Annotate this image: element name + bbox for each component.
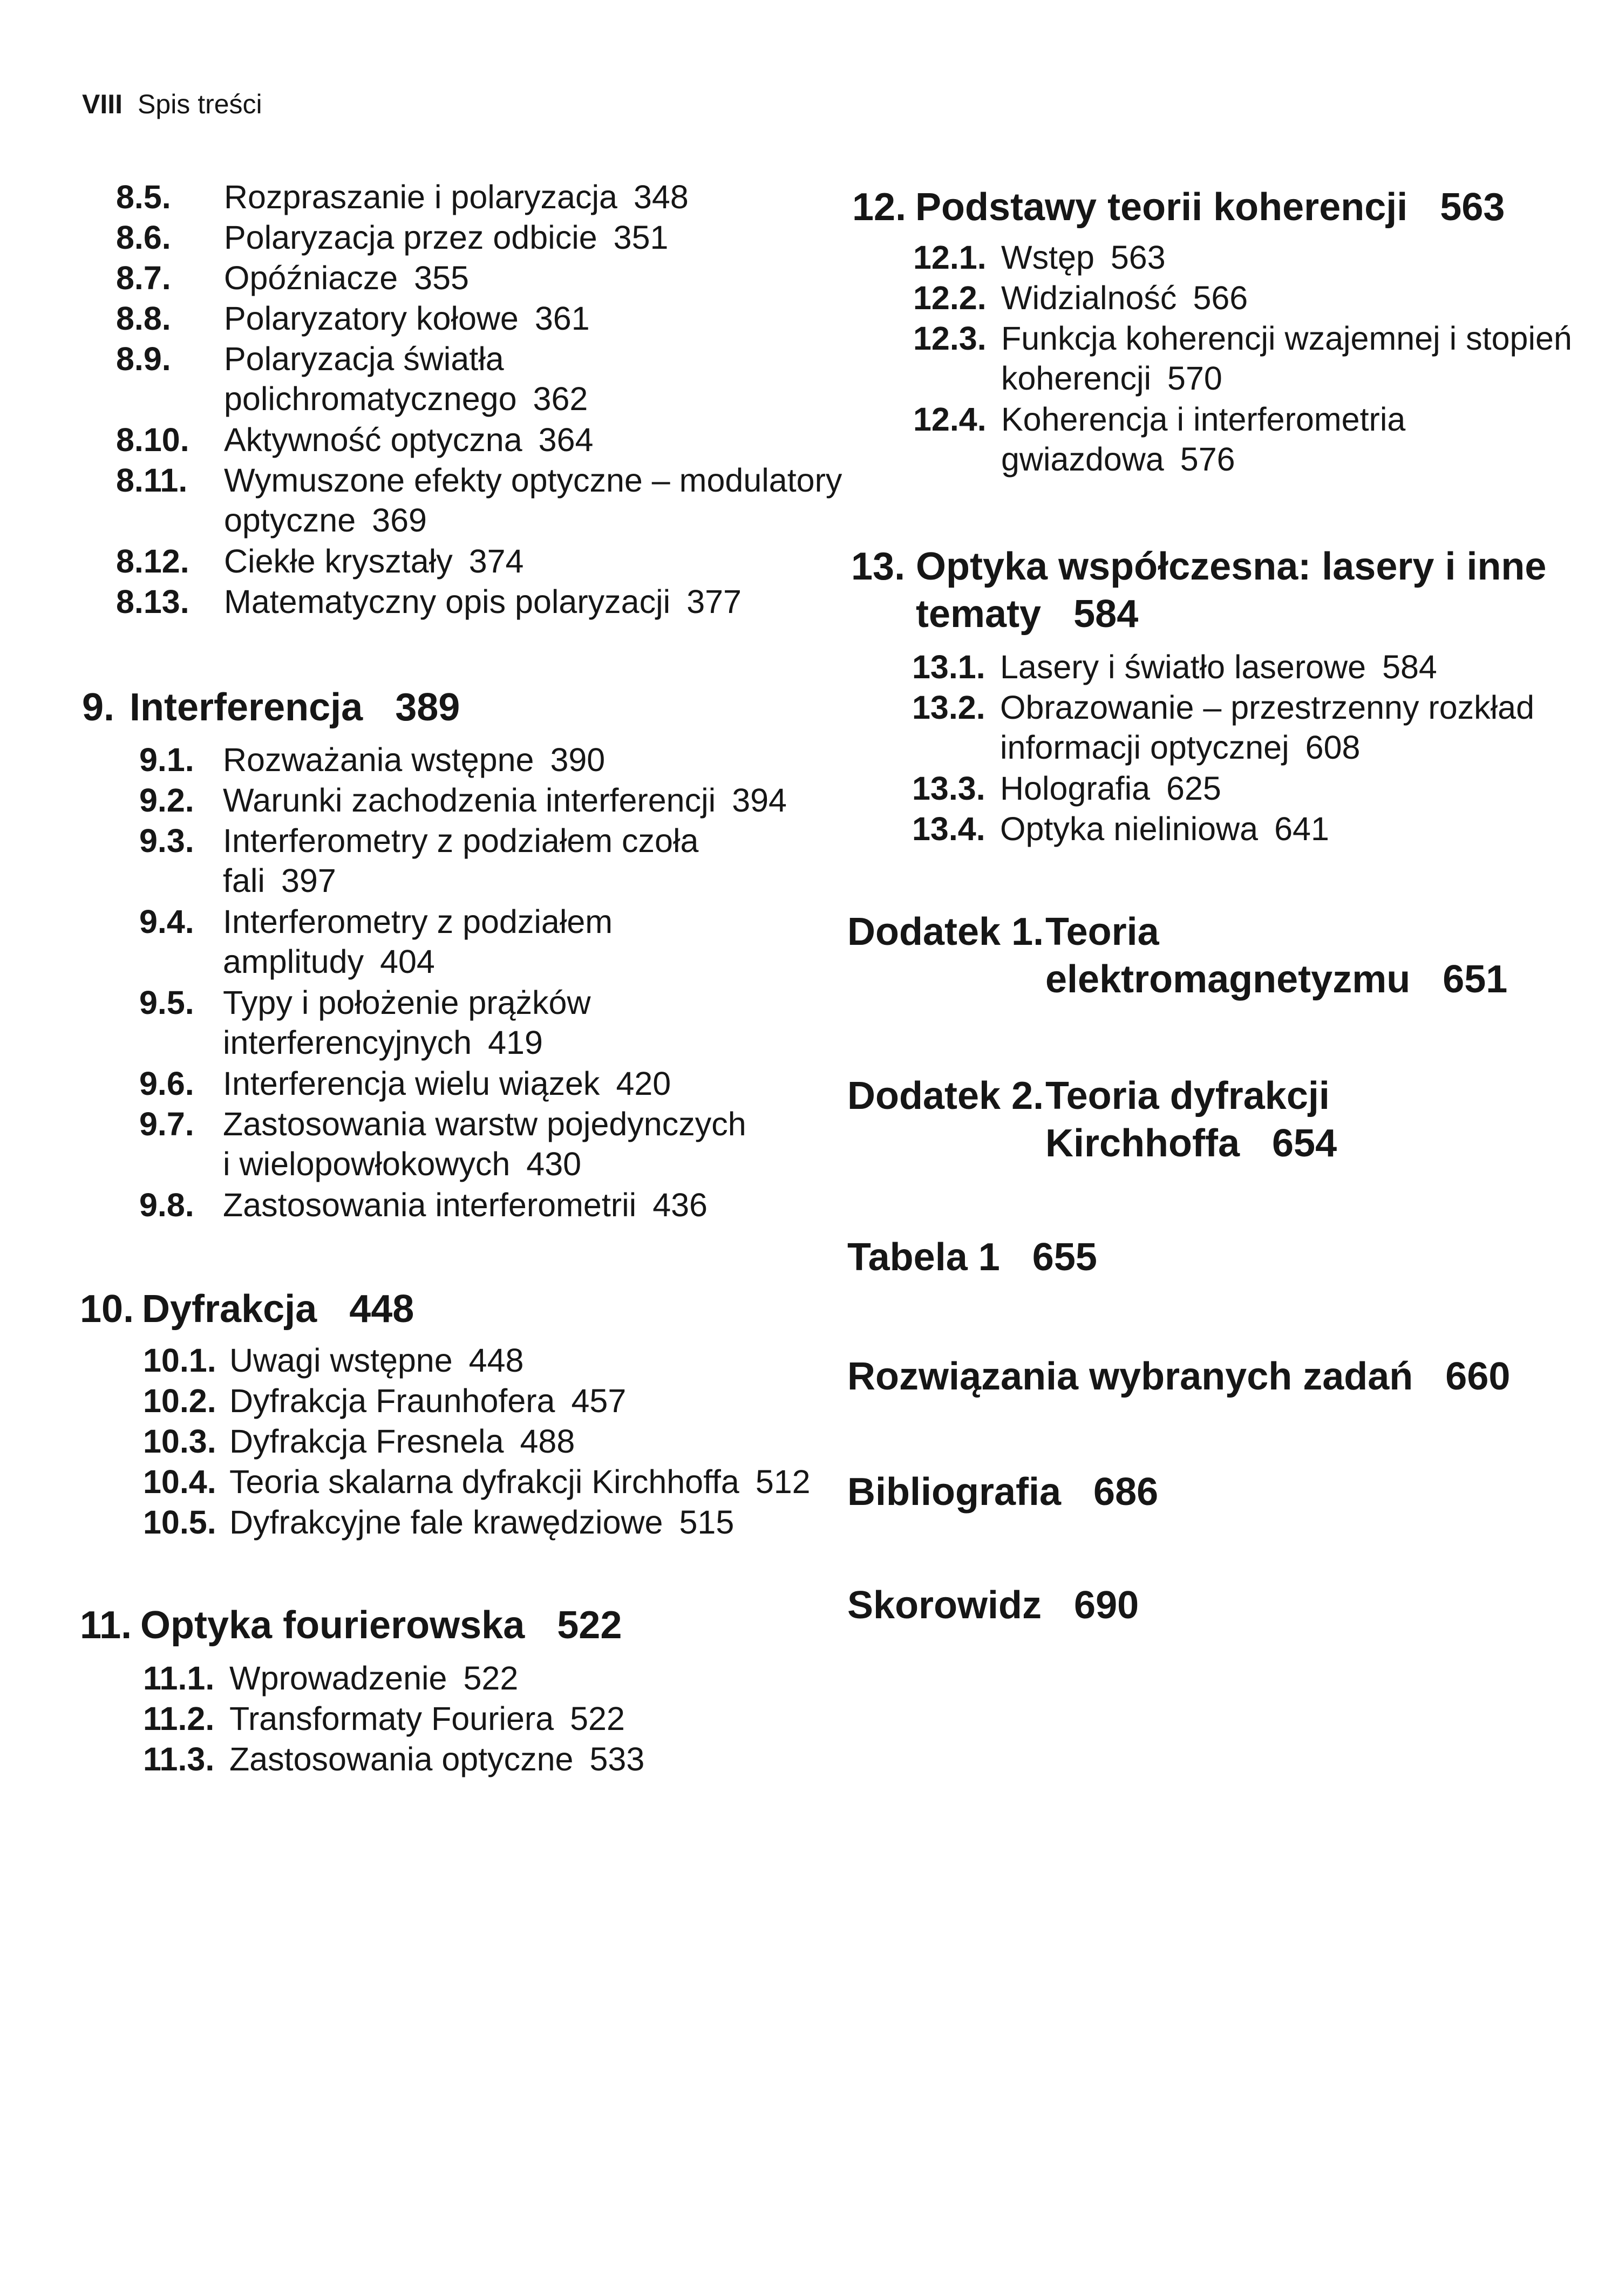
back-matter-title: Skorowidz xyxy=(847,1584,1042,1627)
section-number: 11.1. xyxy=(143,1660,215,1697)
page-number: 641 xyxy=(1274,810,1329,847)
section-number: 8.8. xyxy=(116,300,171,337)
page-number: 533 xyxy=(589,1741,645,1777)
page-number: 448 xyxy=(468,1342,524,1379)
section-number: 8.6. xyxy=(116,219,171,256)
section-title: Warunki zachodzenia interferencji xyxy=(223,782,716,819)
page-number: 584 xyxy=(1382,649,1437,685)
section-title: Wprowadzenie xyxy=(229,1660,447,1697)
page-number: 389 xyxy=(395,686,460,729)
section-title-cont: gwiazdowa xyxy=(1001,441,1164,478)
page-number: 361 xyxy=(534,300,590,337)
chapter-title: Podstawy teorii koherencji xyxy=(915,186,1408,229)
section-title: Obrazowanie – przestrzenny rozkład xyxy=(1000,689,1535,726)
running-header xyxy=(82,88,262,120)
page-number: 430 xyxy=(526,1146,582,1182)
page-number: 522 xyxy=(557,1604,622,1647)
section-number: 9.8. xyxy=(139,1187,194,1223)
section-number: 13.1. xyxy=(912,649,985,685)
section-title: Dyfrakcja Fresnela xyxy=(229,1423,504,1460)
page-number: 625 xyxy=(1166,770,1221,807)
page-number: 655 xyxy=(1032,1236,1097,1279)
section-title: Widzialność xyxy=(1001,280,1177,316)
page-number: 404 xyxy=(380,943,435,980)
section-title: Koherencja i interferometria xyxy=(1001,401,1406,438)
section-number: 12.2. xyxy=(913,280,987,316)
section-number: 10.3. xyxy=(143,1423,216,1460)
section-title: Teoria skalarna dyfrakcji Kirchhoffa xyxy=(229,1463,739,1500)
section-number: 11.3. xyxy=(143,1741,215,1777)
section-number: 10.5. xyxy=(143,1504,216,1541)
page-number: 369 xyxy=(372,502,427,539)
page-number: 488 xyxy=(520,1423,575,1460)
section-title: Uwagi wstępne xyxy=(229,1342,453,1379)
section-number: 12.4. xyxy=(913,401,987,438)
section-title: Typy i położenie prążków xyxy=(223,984,591,1021)
section-title: Wstęp xyxy=(1001,239,1094,276)
section-number: 9.3. xyxy=(139,822,194,859)
section-title: Lasery i światło laserowe xyxy=(1000,649,1366,685)
section-title-cont: interferencyjnych xyxy=(223,1024,472,1061)
section-title: Dyfrakcyjne fale krawędziowe xyxy=(229,1504,663,1541)
section-number: 10.2. xyxy=(143,1382,216,1419)
back-matter-title: Tabela 1 xyxy=(847,1236,1000,1279)
section-title-cont: informacji optycznej xyxy=(1000,729,1289,766)
page-number: 608 xyxy=(1305,729,1361,766)
page-folio: VIII xyxy=(82,89,123,119)
appendix-title: Teoria xyxy=(1045,910,1159,953)
running-title: Spis treści xyxy=(138,89,262,119)
section-title: Holografia xyxy=(1000,770,1151,807)
section-title: Wymuszone efekty optyczne – modulatory xyxy=(224,462,842,499)
section-title: Transformaty Fouriera xyxy=(229,1700,554,1737)
section-title: Polaryzacja światła xyxy=(224,340,504,377)
page-number: 457 xyxy=(571,1382,627,1419)
page-number: 563 xyxy=(1440,186,1505,229)
page-number: 419 xyxy=(488,1024,543,1061)
section-number: 8.11. xyxy=(116,462,188,499)
section-number: 10.4. xyxy=(143,1463,216,1500)
page-number: 654 xyxy=(1272,1122,1337,1165)
chapter-number: 10. xyxy=(80,1287,134,1331)
section-title: Optyka nieliniowa xyxy=(1000,810,1259,847)
page-number: 570 xyxy=(1167,360,1222,397)
page-number: 394 xyxy=(732,782,787,819)
section-number: 13.4. xyxy=(912,810,985,847)
section-title-cont: koherencji xyxy=(1001,360,1152,397)
page-number: 522 xyxy=(570,1700,625,1737)
section-title-cont: i wielopowłokowych xyxy=(223,1146,511,1182)
section-number: 9.5. xyxy=(139,984,194,1021)
section-number: 9.1. xyxy=(139,741,194,778)
page-number: 512 xyxy=(755,1463,811,1500)
section-number: 8.10. xyxy=(116,421,189,458)
section-number: 13.3. xyxy=(912,770,985,807)
section-number: 8.5. xyxy=(116,179,171,215)
page-number: 566 xyxy=(1193,280,1248,316)
section-title: Rozważania wstępne xyxy=(223,741,534,778)
section-title-cont: optyczne xyxy=(224,502,356,539)
section-title: Matematyczny opis polaryzacji xyxy=(224,583,671,620)
page-number: 690 xyxy=(1074,1584,1139,1627)
appendix-label: Dodatek 1. xyxy=(847,910,1044,953)
page-number: 355 xyxy=(414,260,469,296)
chapter-title: Interferencja xyxy=(130,686,363,729)
chapter-title: Optyka współczesna: lasery i inne xyxy=(916,545,1547,588)
page-number: 377 xyxy=(686,583,742,620)
page-number: 348 xyxy=(633,179,689,215)
back-matter-title: Bibliografia xyxy=(847,1470,1062,1514)
chapter-number: 13. xyxy=(851,545,906,588)
appendix-title-cont: Kirchhoffa xyxy=(1045,1122,1240,1165)
page-number: 390 xyxy=(550,741,606,778)
section-number: 8.9. xyxy=(116,340,171,377)
section-number: 8.7. xyxy=(116,260,171,296)
section-title: Opóźniacze xyxy=(224,260,398,296)
chapter-number: 11. xyxy=(80,1604,132,1647)
section-title: Ciekłe kryształy xyxy=(224,543,453,580)
page-number: 436 xyxy=(652,1187,708,1223)
page-number: 686 xyxy=(1093,1470,1159,1514)
appendix-title: Teoria dyfrakcji xyxy=(1045,1074,1330,1118)
section-number: 8.12. xyxy=(116,543,189,580)
page-number: 351 xyxy=(613,219,669,256)
section-title: Zastosowania optyczne xyxy=(229,1741,574,1777)
section-title: Zastosowania warstw pojedynczych xyxy=(223,1106,746,1142)
page-number: 576 xyxy=(1180,441,1235,478)
appendix-label: Dodatek 2. xyxy=(847,1074,1044,1118)
section-title: Rozpraszanie i polaryzacja xyxy=(224,179,617,215)
page-number: 362 xyxy=(533,380,588,417)
section-title: Aktywność optyczna xyxy=(224,421,522,458)
page-number: 660 xyxy=(1445,1355,1511,1398)
section-number: 9.4. xyxy=(139,903,194,940)
page-number: 515 xyxy=(679,1504,735,1541)
chapter-title-cont: tematy xyxy=(916,592,1042,636)
page-number: 563 xyxy=(1110,239,1166,276)
chapter-title: Dyfrakcja xyxy=(142,1287,317,1331)
section-title: Polaryzacja przez odbicie xyxy=(224,219,597,256)
page-number: 448 xyxy=(349,1287,414,1331)
section-number: 9.6. xyxy=(139,1065,194,1102)
section-title: Dyfrakcja Fraunhofera xyxy=(229,1382,555,1419)
chapter-number: 12. xyxy=(852,186,907,229)
back-matter-title: Rozwiązania wybranych zadań xyxy=(847,1355,1413,1398)
chapter-title: Optyka fourierowska xyxy=(140,1604,525,1647)
section-number: 8.13. xyxy=(116,583,189,620)
page-number: 397 xyxy=(281,862,336,899)
page-number: 584 xyxy=(1073,592,1139,636)
page-number: 374 xyxy=(468,543,524,580)
chapter-number: 9. xyxy=(82,686,115,729)
page-number: 522 xyxy=(463,1660,519,1697)
section-title: Zastosowania interferometrii xyxy=(223,1187,637,1223)
section-title: Interferometry z podziałem czoła xyxy=(223,822,699,859)
page-number: 364 xyxy=(538,421,594,458)
page-number: 420 xyxy=(616,1065,671,1102)
section-title: Funkcja koherencji wzajemnej i stopień xyxy=(1001,320,1572,357)
section-number: 9.7. xyxy=(139,1106,194,1142)
section-number: 9.2. xyxy=(139,782,194,819)
section-title: Interferometry z podziałem xyxy=(223,903,613,940)
section-number: 13.2. xyxy=(912,689,985,726)
section-number: 12.3. xyxy=(913,320,987,357)
section-title: Interferencja wielu wiązek xyxy=(223,1065,600,1102)
section-title-cont: fali xyxy=(223,862,265,899)
section-title-cont: amplitudy xyxy=(223,943,364,980)
section-title-cont: polichromatycznego xyxy=(224,380,517,417)
section-number: 10.1. xyxy=(143,1342,216,1379)
appendix-title-cont: elektromagnetyzmu xyxy=(1045,958,1411,1001)
section-number: 12.1. xyxy=(913,239,987,276)
section-number: 11.2. xyxy=(143,1700,215,1737)
section-title: Polaryzatory kołowe xyxy=(224,300,519,337)
page-number: 651 xyxy=(1443,958,1508,1001)
